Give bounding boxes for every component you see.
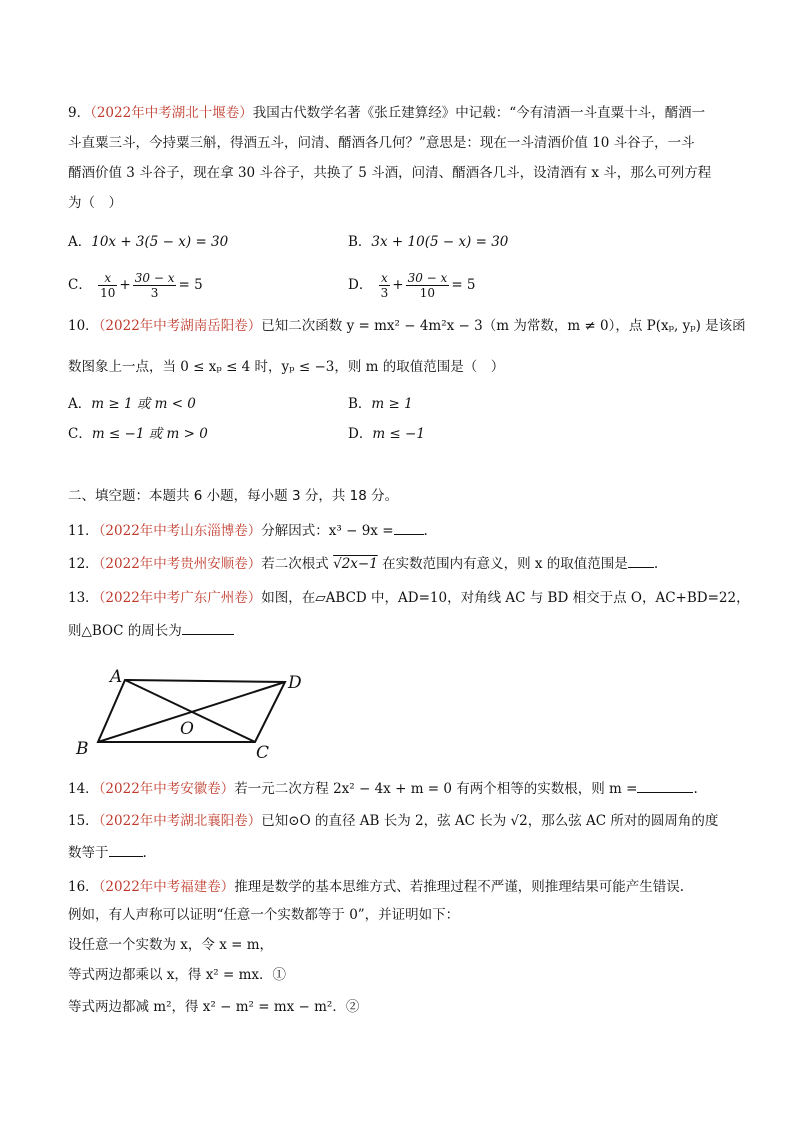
vertex-b: B: [76, 739, 89, 759]
q12-source: （2022年中考贵州安顺卷）: [98, 556, 262, 572]
q12-radical: √2x−1: [333, 556, 378, 572]
section-heading-fill-in: 二、填空题：本题共 6 小题，每小题 3 分，共 18 分。: [68, 488, 399, 504]
q10-option-d: D．m ≤ −1: [348, 426, 425, 442]
q10-option-b: B．m ≥ 1: [348, 396, 413, 412]
q9-source: （2022年中考湖北十堰卷）: [90, 105, 253, 121]
vertex-a: A: [110, 667, 123, 687]
q14: 14．（2022年中考安徽卷）若一元二次方程 2x² − 4x + m = 0 有两个相等的实数根，则 m = .: [68, 778, 698, 799]
q13-line1: 13．（2022年中考广东广州卷）如图，在▱ABCD 中，AD=10，对角线 AC 与 BD 相交于点 O，AC+BD=22，: [68, 590, 750, 606]
q12: 12．（2022年中考贵州安顺卷）若二次根式 √2x−1 在实数范围内有意义，则 x 的取值范围是 .: [68, 553, 658, 574]
q9-line1: [68, 103, 705, 123]
q9-text-line3: 醑酒价值 3 斗谷子，现在拿 30 斗谷子，共换了 5 斗酒，问清、醑酒各几斗，设清酒有 x 斗，那么可列方程: [68, 165, 712, 181]
q9-text-line1: 我国古代数学名著《张丘建算经》中记载：“今有清酒一斗直粟十斗，醑酒一: [252, 105, 706, 121]
q9-option-b: B．3x + 10(5 − x) = 30: [348, 234, 509, 250]
q15-answer-blank: [109, 842, 143, 857]
vertex-d: D: [288, 673, 302, 693]
parallelogram-figure: [70, 660, 320, 765]
q11-source: （2022年中考山东淄博卷）: [98, 523, 262, 539]
q10-number: 10．: [68, 318, 99, 334]
q9-c-frac1: $\frac{x}{10}$: [100, 271, 116, 300]
q14-answer-blank: [637, 778, 693, 793]
q16-line5: 等式两边都减 m²，得 x² − m² = mx − m²．②: [68, 999, 360, 1015]
q15-line2: 数等于 .: [68, 842, 147, 863]
q9-c-frac2: $\frac{30 - x}{3}$: [134, 271, 175, 300]
q15-source: （2022年中考湖北襄阳卷）: [98, 813, 262, 829]
q13-line2: 则△BOC 的周长为: [68, 620, 234, 641]
q13-source: （2022年中考广东广州卷）: [98, 590, 262, 606]
q10-text-line2: 数图象上一点，当 0 ≤ xₚ ≤ 4 时，yₚ ≤ −3，则 m 的取值范围是（ ）: [68, 359, 505, 375]
point-o: O: [180, 719, 194, 739]
q11: 11．（2022年中考山东淄博卷）分解因式：x³ − 9x = .: [68, 520, 428, 541]
q9-d-frac1: $\frac{x}{3}$: [380, 271, 389, 300]
q15-line1: 15．（2022年中考湖北襄阳卷）已知⊙O 的直径 AB 长为 2，弦 AC 长为 √2，那么弦 AC 所对的圆周角的度: [68, 813, 719, 829]
q13-answer-blank: [182, 620, 234, 635]
q11-answer-blank: [394, 520, 424, 535]
q10-option-a: A．m ≥ 1 或 m < 0: [68, 396, 196, 412]
q10-option-c: C．m ≤ −1 或 m > 0: [68, 426, 208, 442]
q16-line1: 16．（2022年中考福建卷）推理是数学的基本思维方式、若推理过程不严谨，则推理结果可能产生错误.: [68, 879, 685, 895]
q16-line4: 等式两边都乘以 x，得 x² = mx．①: [68, 967, 287, 983]
q9-d-frac2: $\frac{30 - x}{10}$: [407, 271, 448, 300]
q10-source: （2022年中考湖南岳阳卷）: [98, 318, 262, 334]
q9-option-d: D． $\frac{x}{3}$ + $\frac{30 - x}{10}$ = 5: [348, 271, 476, 300]
q9-option-a: A．10x + 3(5 − x) = 30: [68, 234, 229, 250]
q12-answer-blank: [628, 553, 654, 568]
q10-text-line1: 已知二次函数 y = mx² − 4m²x − 3（m 为常数，m ≠ 0），点 P(xₚ, yₚ) 是该函: [261, 318, 746, 334]
vertex-c: C: [256, 743, 270, 763]
q16-line3: 设任意一个实数为 x，令 x = m，: [68, 937, 274, 953]
q16-line2: 例如，有人声称可以证明“任意一个实数都等于 0”，并证明如下：: [68, 907, 460, 923]
q9-option-c: C． $\frac{x}{10}$ + $\frac{30 - x}{3}$ = 5: [68, 271, 203, 300]
q9-text-line2: 斗直粟三斗，今持粟三斛，得酒五斗，问清、醑酒各几何？”意思是：现在一斗清酒价值 10 斗谷子，一斗: [68, 135, 695, 151]
q16-source: （2022年中考福建卷）: [98, 879, 235, 895]
q10-line1: [68, 316, 746, 336]
q14-source: （2022年中考安徽卷）: [98, 781, 235, 797]
q9-number: 9．: [68, 105, 91, 121]
q9-text-line4: 为（ ）: [68, 195, 122, 211]
